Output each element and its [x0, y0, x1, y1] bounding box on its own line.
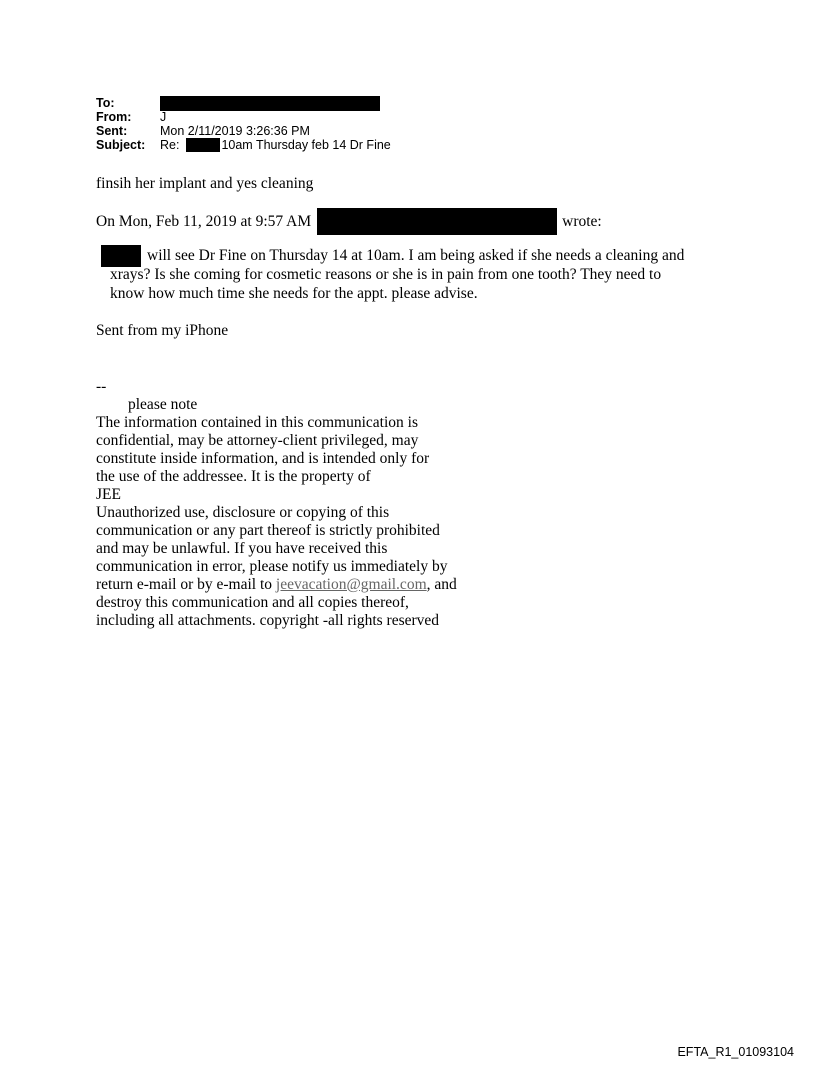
from-row	[96, 110, 391, 124]
quoted-line	[101, 284, 684, 303]
email-link[interactable]: jeevacation@gmail.com	[275, 576, 427, 593]
disclaimer-line: including all attachments. copyright -all rights reserved	[96, 612, 440, 629]
sent-row	[96, 124, 391, 138]
return-suffix: , and	[426, 576, 457, 593]
please-note: please note	[128, 396, 198, 413]
bates-number: EFTA_R1_01093104	[677, 1045, 794, 1059]
sent-from-signature: Sent from my iPhone	[96, 322, 229, 339]
subject-suffix: 10am Thursday feb 14 Dr Fine	[221, 138, 391, 152]
quoted-line	[101, 246, 684, 265]
disclaimer-line	[96, 575, 457, 593]
disclaimer-line: destroy this communication and all copies thereof,	[96, 594, 409, 611]
redaction-box	[317, 208, 557, 235]
disclaimer-line: communication or any part thereof is strictly prohibited	[96, 522, 440, 539]
from-label: From:	[96, 110, 132, 124]
disclaimer	[96, 377, 457, 629]
disclaimer-line: communication in error, please notify us immediately by	[96, 558, 448, 575]
redaction-box	[160, 96, 380, 111]
sent-label: Sent:	[96, 124, 128, 138]
to-row	[96, 96, 391, 110]
redaction-box	[186, 138, 220, 152]
quoted-text: xrays? Is she coming for cosmetic reasons or she is in pain from one tooth? They need to	[110, 266, 662, 283]
to-label: To:	[96, 96, 115, 110]
disclaimer-line: and may be unlawful. If you have received this	[96, 540, 388, 557]
quote-header	[96, 208, 602, 235]
disclaimer-line: JEE	[96, 486, 121, 503]
disclaimer-line: The information contained in this communication is	[96, 414, 418, 431]
quoted-text: know how much time she needs for the appt. please advise.	[110, 285, 478, 302]
quoted-line	[101, 265, 684, 284]
reply-body: finsih her implant and yes cleaning	[96, 175, 314, 192]
return-prefix: return e-mail or by e-mail to	[96, 576, 276, 593]
disclaimer-line: constitute inside information, and is intended only for	[96, 450, 430, 467]
email-header	[96, 96, 391, 152]
disclaimer-line: Unauthorized use, disclosure or copying of this	[96, 504, 390, 521]
subject-label: Subject:	[96, 138, 146, 152]
quoted-text: will see Dr Fine on Thursday 14 at 10am. I am being asked if she needs a cleaning and	[147, 247, 685, 264]
quote-header-suffix: wrote:	[562, 213, 602, 230]
subject-row	[96, 138, 391, 152]
quoted-message	[101, 246, 684, 303]
sent-value: Mon 2/11/2019 3:26:36 PM	[160, 124, 310, 138]
signature-dashes: --	[96, 378, 107, 395]
disclaimer-line: the use of the addressee. It is the property of	[96, 468, 371, 485]
subject-prefix: Re:	[160, 138, 180, 152]
disclaimer-line: confidential, may be attorney-client privileged, may	[96, 432, 419, 449]
quote-header-prefix: On Mon, Feb 11, 2019 at 9:57 AM	[96, 213, 312, 230]
from-value: J	[160, 110, 167, 124]
redaction-box	[101, 245, 141, 267]
